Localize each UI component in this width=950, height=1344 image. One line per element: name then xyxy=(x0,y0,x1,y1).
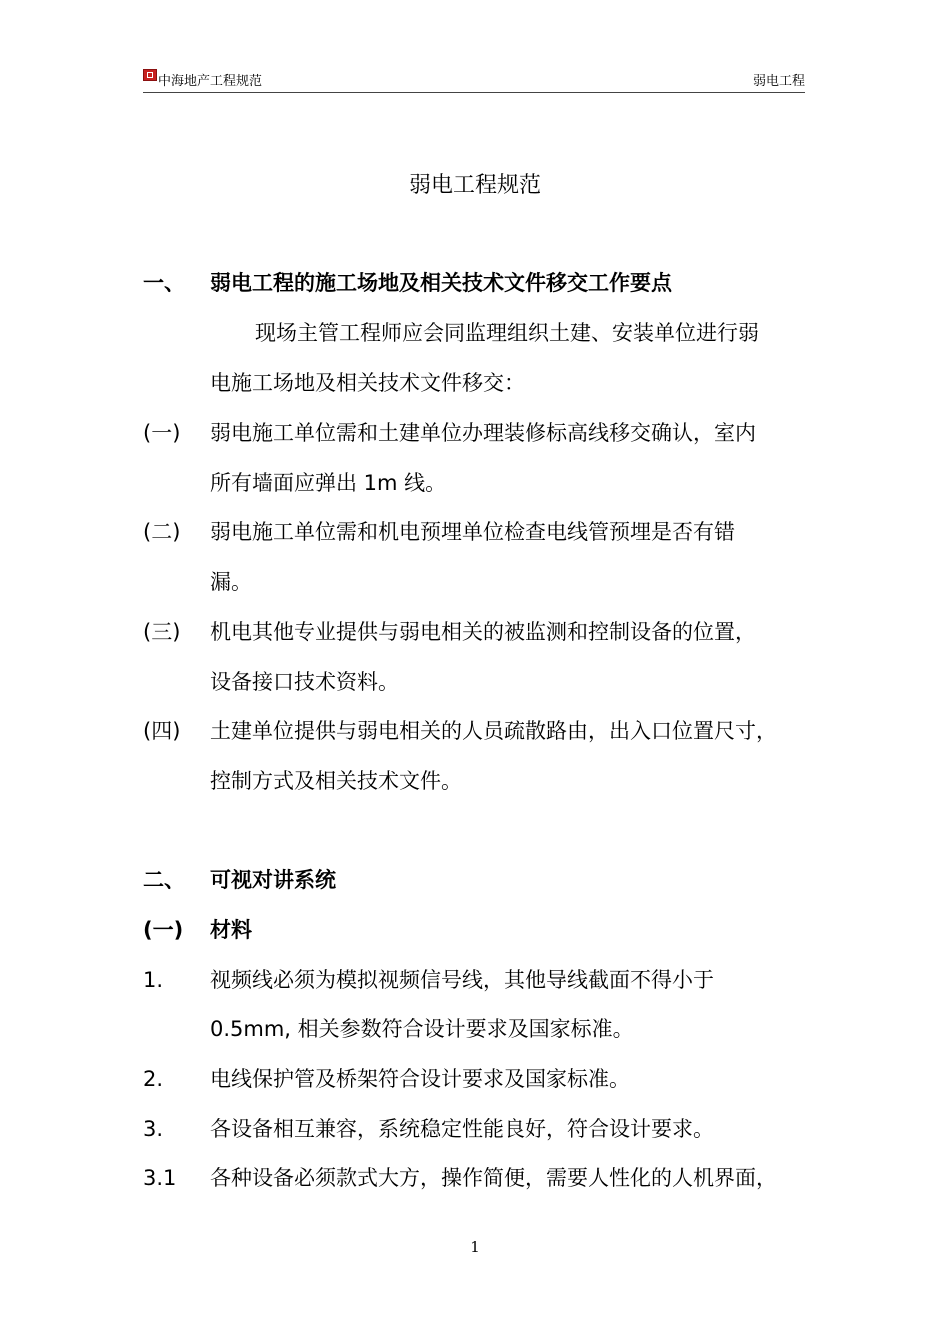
header-company-title: 中海地产工程规范 xyxy=(158,74,263,89)
subsection-number: (一) xyxy=(143,918,184,942)
list-item-text: 控制方式及相关技术文件。 xyxy=(210,769,462,793)
list-item-number: (一) xyxy=(143,421,181,445)
list-item-text: 各设备相互兼容，系统稳定性能良好，符合设计要求。 xyxy=(210,1117,714,1141)
section-heading-text: 弱电工程的施工场地及相关技术文件移交工作要点 xyxy=(210,271,672,295)
list-item-number: 2. xyxy=(143,1067,164,1091)
list-item-text: 弱电施工单位需和机电预埋单位检查电线管预埋是否有错 xyxy=(210,520,735,544)
document-title: 弱电工程规范 xyxy=(408,173,541,198)
section-number: 二、 xyxy=(143,868,185,892)
list-item-text: 机电其他专业提供与弱电相关的被监测和控制设备的位置， xyxy=(210,620,756,644)
list-item-text: 各种设备必须款式大方，操作简便，需要人性化的人机界面， xyxy=(210,1166,777,1190)
list-item-text: 所有墙面应弹出 1m 线。 xyxy=(210,471,447,495)
list-item-text: 设备接口技术资料。 xyxy=(210,670,399,694)
paragraph-text: 电施工场地及相关技术文件移交： xyxy=(210,371,525,395)
list-item-text: 土建单位提供与弱电相关的人员疏散路由，出入口位置尺寸， xyxy=(210,719,777,743)
list-item-text: 0.5mm, 相关参数符合设计要求及国家标准。 xyxy=(210,1017,634,1041)
list-item-number: 3.1 xyxy=(143,1166,177,1190)
list-item-number: (三) xyxy=(143,620,181,644)
list-item-number: 3. xyxy=(143,1117,164,1141)
section-heading-text: 可视对讲系统 xyxy=(210,868,336,892)
list-item-number: (四) xyxy=(143,719,181,743)
list-item-number: 1. xyxy=(143,968,164,992)
page-number: 1 xyxy=(470,1238,480,1256)
list-item-text: 漏。 xyxy=(210,570,252,594)
company-logo-icon xyxy=(143,69,157,81)
list-item-text: 视频线必须为模拟视频信号线，其他导线截面不得小于 xyxy=(210,968,714,992)
list-item-text: 弱电施工单位需和土建单位办理装修标高线移交确认，室内 xyxy=(210,421,756,445)
list-item-text: 电线保护管及桥架符合设计要求及国家标准。 xyxy=(210,1067,630,1091)
page-header xyxy=(143,66,805,93)
header-section-title: 弱电工程 xyxy=(752,74,805,89)
list-item-number: (二) xyxy=(143,520,181,544)
paragraph-text: 现场主管工程师应会同监理组织土建、安装单位进行弱 xyxy=(255,321,759,345)
section-number: 一、 xyxy=(143,271,185,295)
subsection-heading-text: 材料 xyxy=(210,918,252,942)
